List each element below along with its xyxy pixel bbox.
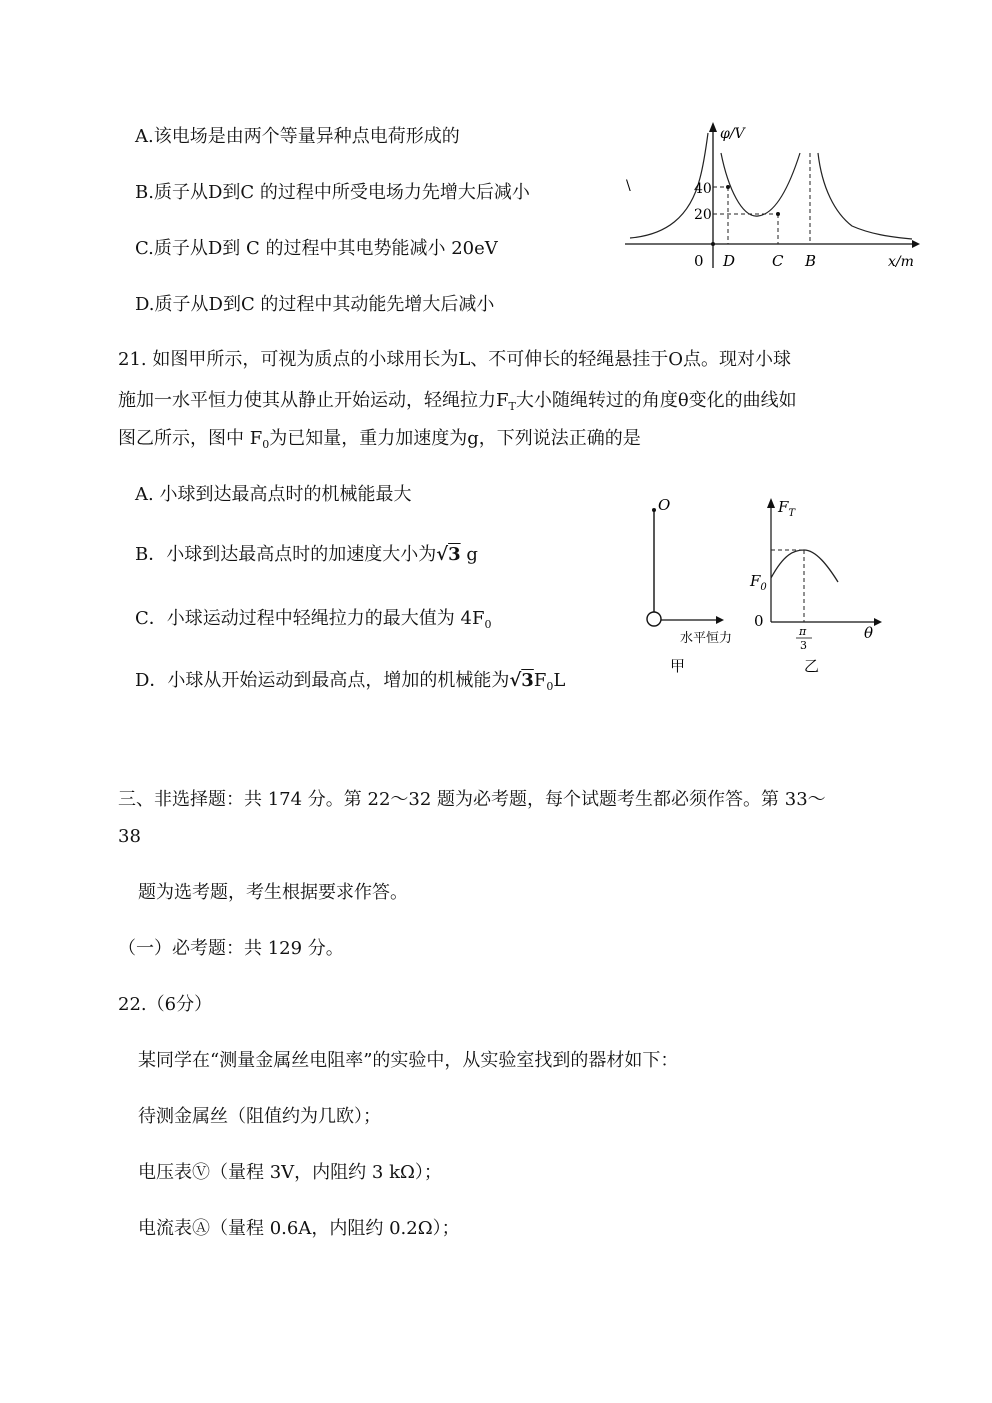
q21-option-d-tail: L — [553, 670, 566, 691]
q21-option-b-tail: g — [460, 544, 478, 565]
q21-line-3-part-b: 为已知量，重力加速度为g，下列说法正确的是 — [269, 428, 641, 449]
sqrt-radicand: 3 — [521, 670, 534, 691]
right-branch-curve — [818, 153, 912, 239]
pi-denominator: 3 — [800, 639, 807, 652]
sqrt-symbol: √3 — [436, 544, 461, 565]
q22-item-1: 待测金属丝（阻值约为几欧）； — [138, 1106, 381, 1127]
y-axis-arrow — [709, 122, 717, 132]
tick-40-label: 40 — [694, 181, 712, 197]
q21-option-c — [135, 608, 491, 631]
q21-option-c-subscript: 0 — [484, 618, 492, 631]
q21-line-2-part-a: 施加一水平恒力使其从静止开始运动，轻绳拉力F — [118, 390, 509, 411]
q20-option-c: C.质子从D到 C 的过程中其电势能减小 20eV — [135, 238, 498, 259]
q22-item-3: 电流表Ⓐ（量程 0.6A，内阻约 0.2Ω）； — [138, 1218, 460, 1239]
ball — [647, 612, 661, 626]
q22-intro: 某同学在“测量金属丝电阻率”的实验中，从实验室找到的器材如下： — [138, 1050, 679, 1071]
point-o-label: O — [658, 496, 671, 514]
q22-item-2: 电压表Ⓥ（量程 3V，内阻约 3 kΩ）； — [138, 1162, 442, 1183]
q21-option-d — [135, 670, 565, 693]
point-d-marker — [726, 185, 730, 189]
ft-axis-arrow — [767, 498, 775, 508]
theta-label: θ — [864, 624, 874, 642]
caption-yi: 乙 — [804, 657, 820, 675]
ft-subscript: T — [788, 508, 796, 519]
q21-option-b — [135, 544, 478, 566]
pendulum-figure — [636, 490, 888, 680]
q21-line-2-part-b: 大小随绳转过的角度θ变化的曲线如 — [515, 390, 797, 411]
origin-marker — [711, 242, 715, 246]
q20-option-b: B.质子从D到C 的过程中所受电场力先增大后减小 — [135, 182, 530, 203]
ft-axis-label — [777, 498, 796, 519]
ft-symbol: F — [778, 498, 789, 516]
x-axis-arrow — [912, 240, 920, 248]
f0-symbol: F — [750, 572, 761, 590]
stray-mark: \ — [626, 178, 631, 194]
middle-well-curve — [721, 153, 800, 216]
point-d-label: D — [723, 252, 736, 270]
q21-option-c-text: C．小球运动过程中轻绳拉力的最大值为 4F — [135, 608, 485, 629]
origin-label: 0 — [694, 252, 704, 270]
q20-option-a: A.该电场是由两个等量异种点电荷形成的 — [135, 126, 460, 147]
force-arrowhead — [716, 616, 724, 624]
q20-option-d: D.质子从D到C 的过程中其动能先增大后减小 — [135, 294, 495, 315]
section3-line-3: 题为选考题，考生根据要求作答。 — [138, 882, 408, 903]
q21-option-d-text: D．小球从开始运动到最高点，增加的机械能为 — [135, 670, 510, 691]
y-axis-label: φ/V — [720, 126, 745, 142]
q21-line-2-subscript: T — [508, 400, 516, 413]
q22-heading: 22.（6分） — [118, 994, 213, 1015]
section3-line-1: 三、非选择题：共 174 分。第 22～32 题为必考题，每个试题考生都必须作答。第 33～ — [118, 789, 826, 810]
section3-line-2: 38 — [118, 826, 141, 847]
tick-20-label: 20 — [694, 207, 712, 223]
x-axis-label: x/m — [888, 254, 914, 270]
q21-line-2 — [118, 390, 797, 413]
required-heading: （一）必考题：共 129 分。 — [118, 938, 344, 959]
theta-axis-arrow — [874, 618, 882, 626]
q21-line-3-subscript: 0 — [262, 438, 270, 451]
f0-subscript: 0 — [760, 582, 767, 593]
pi-numerator: π — [799, 625, 807, 638]
point-c-marker — [776, 212, 780, 216]
f0-label — [749, 572, 767, 593]
origin-label: 0 — [754, 612, 764, 630]
q21-line-1: 21. 如图甲所示，可视为质点的小球用长为L、不可伸长的轻绳悬挂于O点。现对小球 — [118, 349, 792, 370]
q21-option-a: A. 小球到达最高点时的机械能最大 — [135, 484, 412, 505]
q21-option-d-subscript: 0 — [546, 680, 554, 693]
potential-graph — [620, 118, 920, 278]
sqrt-symbol: √3 — [509, 670, 534, 691]
q21-option-d-f: F — [533, 670, 547, 691]
point-c-label: C — [772, 252, 784, 270]
force-label: 水平恒力 — [680, 631, 733, 646]
q21-option-b-text: B．小球到达最高点时的加速度大小为 — [135, 544, 437, 565]
sqrt-radicand: 3 — [448, 544, 461, 565]
point-b-label: B — [805, 252, 817, 270]
q21-line-3-part-a: 图乙所示，图中 F — [118, 428, 263, 449]
caption-jia: 甲 — [670, 657, 686, 675]
q21-line-3 — [118, 428, 641, 451]
